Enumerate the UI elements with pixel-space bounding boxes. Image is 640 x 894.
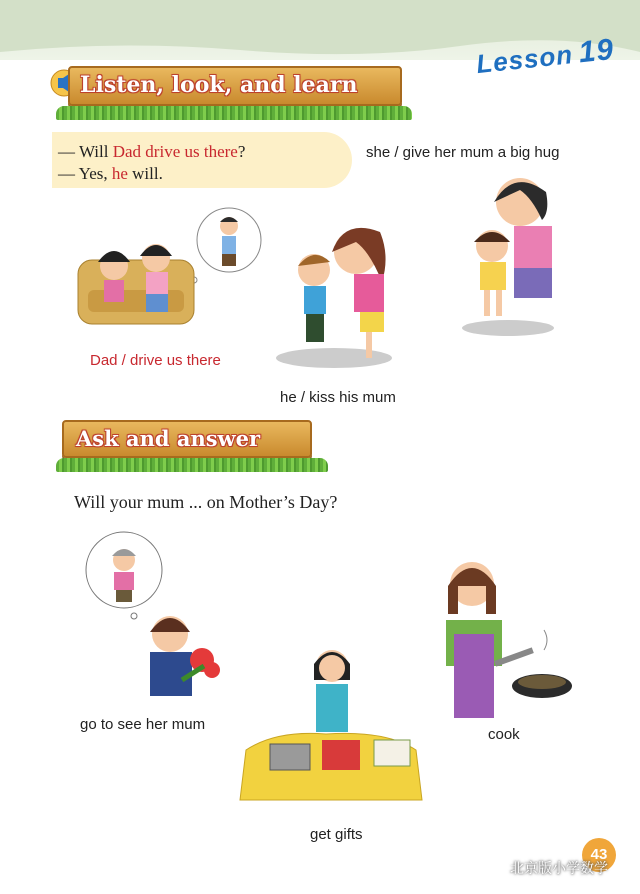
- dialog-highlight: Dad drive us there: [112, 142, 238, 161]
- girl-with-gifts-illustration: [236, 640, 426, 825]
- caption-kiss: he / kiss his mum: [280, 389, 396, 406]
- grass-strip: [56, 106, 412, 120]
- boy-kissing-mum-illustration: [274, 212, 424, 377]
- woman-with-flowers-illustration: [82, 530, 232, 715]
- lesson-word: Lesson: [474, 39, 575, 80]
- section-title-ask: Ask and answer: [76, 426, 261, 451]
- watermark-text: 北京版小学数学: [510, 861, 608, 877]
- girl-hugging-mum-illustration: [458, 168, 568, 343]
- dialog-line-1: [58, 142, 245, 162]
- wechat-icon: [488, 859, 506, 877]
- dialog-line-2: [58, 164, 163, 184]
- caption-cook: cook: [488, 726, 520, 743]
- question-text: Will your mum ... on Mother’s Day?: [74, 492, 338, 512]
- page-number: 43: [582, 838, 616, 872]
- grass-strip: [56, 458, 328, 472]
- dialog-highlight: he: [111, 164, 128, 183]
- dialog-text: will.: [127, 164, 163, 183]
- caption-see-mum: go to see her mum: [80, 716, 206, 733]
- caption-gifts: get gifts: [310, 826, 363, 843]
- watermark: [488, 858, 608, 878]
- caption-dad-drive: Dad / drive us there: [90, 352, 221, 369]
- dialog-text: — Yes,: [58, 164, 112, 183]
- kids-on-sofa-illustration: [74, 200, 264, 345]
- woman-cooking-illustration: [424, 550, 584, 735]
- dialog-text: ?: [237, 142, 246, 161]
- banner-board: [68, 66, 402, 106]
- dialog-text: — Will: [58, 142, 113, 161]
- section-title-listen: Listen, look, and learn: [80, 72, 358, 98]
- banner-board: [62, 420, 312, 458]
- lesson-number: 19: [576, 32, 616, 70]
- caption-hug: she / give her mum a big hug: [366, 144, 560, 161]
